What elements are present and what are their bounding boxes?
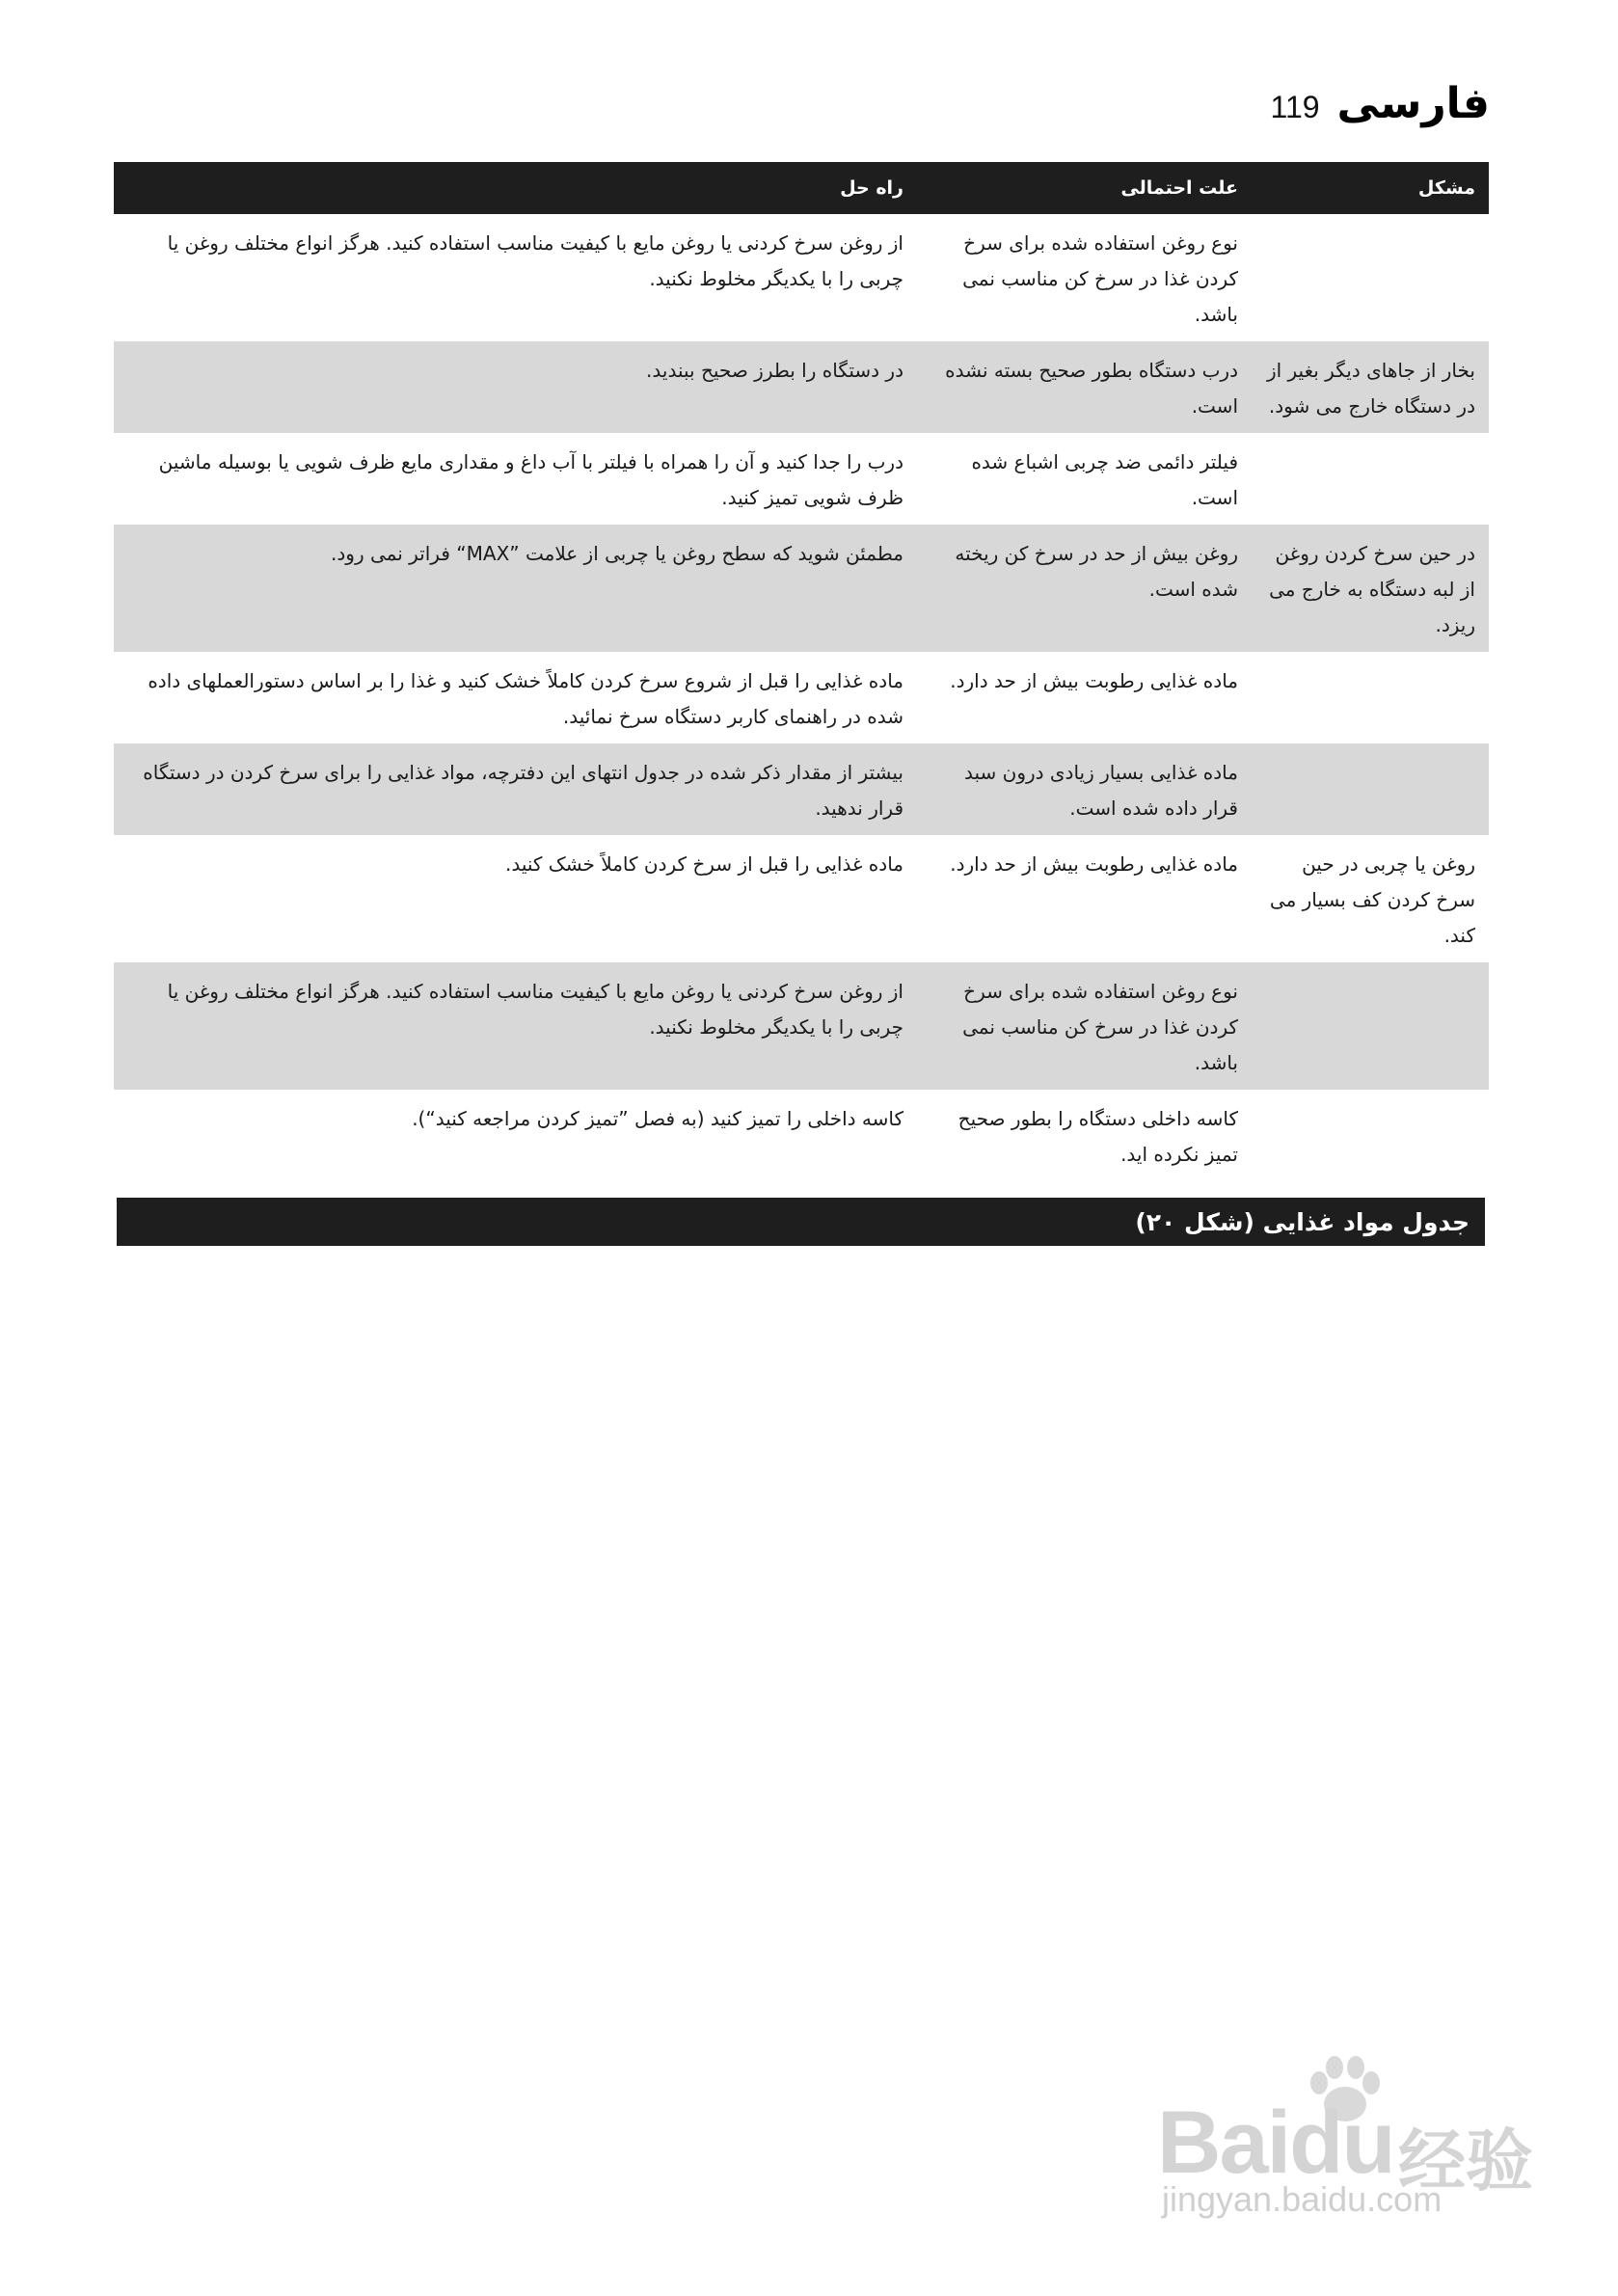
table-row: [114, 433, 1489, 525]
cell-solution: از روغن سرخ کردنی یا روغن مایع با کیفیت مناسب استفاده کنید. هرگز انواع مختلف روغن یا چربی را با یکدیگر مخلوط نکنید.: [114, 962, 917, 1090]
section-title-bar: [117, 1198, 1485, 1246]
cell-problem: در حین سرخ کردن روغن از لبه دستگاه به خارج می ریزد.: [1252, 525, 1489, 652]
cell-cause: نوع روغن استفاده شده برای سرخ کردن غذا در سرخ کن مناسب نمی باشد.: [917, 962, 1252, 1090]
watermark-cn: 经验: [1398, 2121, 1533, 2201]
cell-cause: ماده غذایی رطوبت بیش از حد دارد.: [950, 669, 1238, 692]
cell-cause: ماده غذایی رطوبت بیش از حد دارد.: [950, 852, 1238, 876]
cell-cause: نوع روغن استفاده شده برای سرخ کردن غذا در سرخ کن مناسب نمی باشد.: [962, 231, 1238, 326]
header-problem: مشکل: [1252, 162, 1489, 214]
section-title: جدول مواد غذایی (شکل ۲۰): [1135, 1207, 1470, 1236]
cell-problem: [1252, 433, 1489, 525]
cell-cause: کاسه داخلی دستگاه را بطور صحیح تمیز نکرده اید.: [957, 1107, 1238, 1166]
cell-problem: بخار از جاهای دیگر بغیر از در دستگاه خارج می شود.: [1252, 341, 1489, 433]
cell-solution: ماده غذایی را قبل از سرخ کردن کاملاً خشک کنید.: [505, 852, 903, 876]
cell-cause: درب دستگاه بطور صحیح بسته نشده است.: [917, 341, 1252, 433]
cell-solution: کاسه داخلی را تمیز کنید (به فصل ”تمیز کردن مراجعه کنید“).: [412, 1107, 903, 1130]
table-header-row: [114, 162, 1489, 214]
table-row: [114, 652, 1489, 743]
language-title: فارسی: [1336, 79, 1490, 128]
cell-cause: ماده غذایی بسیار زیادی درون سبد قرار داده شده است.: [917, 743, 1252, 835]
cell-solution: در دستگاه را بطرز صحیح ببندید.: [114, 341, 917, 433]
table-row: [114, 962, 1489, 1090]
baidu-watermark: [1157, 2054, 1562, 2219]
cell-solution: بیشتر از مقدار ذکر شده در جدول انتهای این دفترچه، مواد غذایی را برای سرخ کردن در دستگاه قرار ندهید.: [114, 743, 917, 835]
cell-cause: فیلتر دائمی ضد چربی اشباع شده است.: [971, 450, 1238, 509]
table-row: [114, 743, 1489, 835]
page-header: [1271, 79, 1490, 128]
watermark-url: jingyan.baidu.com: [1162, 2179, 1443, 2219]
table-row: [114, 214, 1489, 341]
cell-solution: مطمئن شوید که سطح روغن یا چربی از علامت ”MAX“ فراتر نمی رود.: [114, 525, 917, 652]
cell-solution: درب را جدا کنید و آن را همراه با فیلتر با آب داغ و مقداری مایع ظرف شویی یا بوسیله ماشین ظرف شویی تمیز کنید.: [158, 450, 903, 509]
cell-solution: از روغن سرخ کردنی یا روغن مایع با کیفیت مناسب استفاده کنید. هرگز انواع مختلف روغن یا چربی را با یکدیگر مخلوط نکنید.: [167, 231, 903, 290]
cell-problem: روغن یا چربی در حین سرخ کردن کف بسیار می کند.: [1269, 852, 1475, 947]
table-row: [114, 525, 1489, 652]
cell-problem: [1252, 743, 1489, 835]
table-row: [114, 835, 1489, 962]
troubleshooting-table: [114, 162, 1489, 1181]
cell-cause: روغن بیش از حد در سرخ کن ریخته شده است.: [917, 525, 1252, 652]
table-row: [114, 1090, 1489, 1181]
header-solution: راه حل: [114, 162, 917, 214]
header-cause: علت احتمالی: [917, 162, 1252, 214]
cell-problem: [1252, 1090, 1489, 1181]
watermark-brand: Baidu: [1157, 2093, 1394, 2192]
table-row: [114, 341, 1489, 433]
page-number: 119: [1270, 90, 1320, 124]
cell-problem: [1252, 214, 1489, 341]
cell-solution: ماده غذایی را قبل از شروع سرخ کردن کاملاً خشک کنید و غذا را بر اساس دستورالعملهای داده شده در راهنمای کاربر دستگاه سرخ نمائید.: [148, 669, 903, 728]
cell-problem: [1252, 652, 1489, 743]
cell-problem: [1252, 962, 1489, 1090]
